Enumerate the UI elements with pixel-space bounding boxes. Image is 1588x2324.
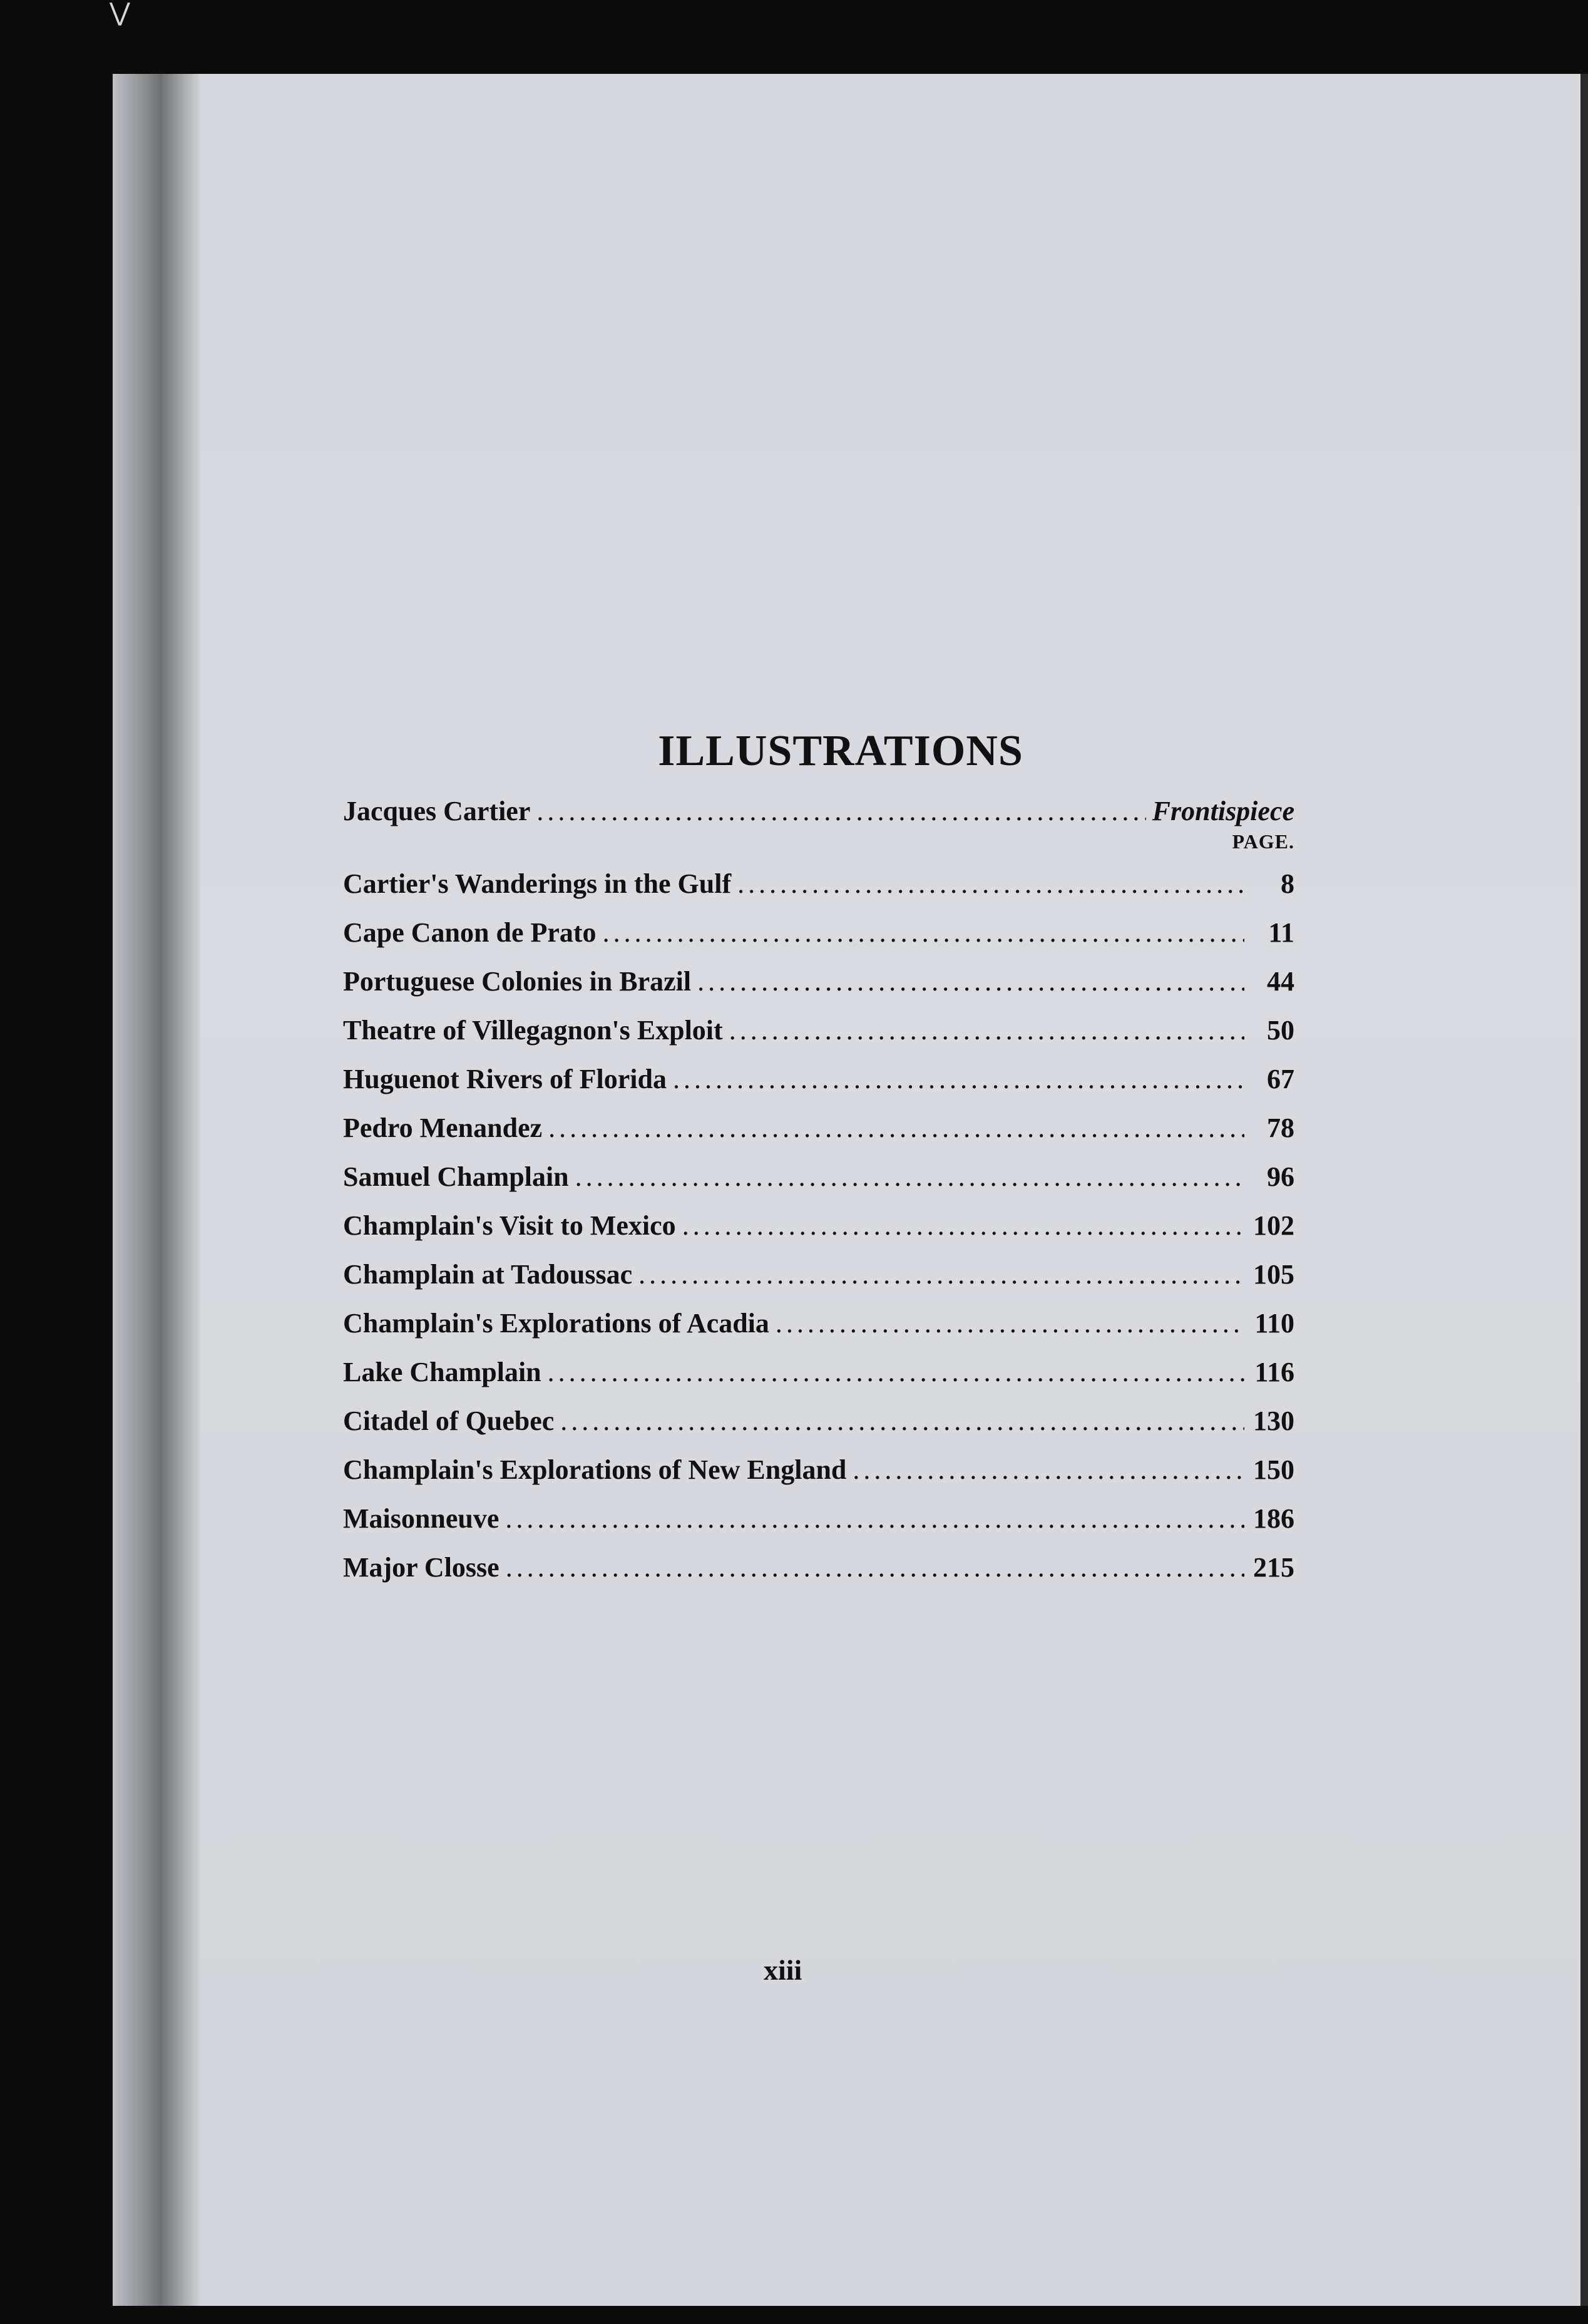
entry-title: Jacques Cartier bbox=[343, 796, 531, 826]
entry-page: 110 bbox=[1254, 1308, 1294, 1339]
dot-leader bbox=[673, 1063, 1244, 1095]
entry-page: 150 bbox=[1253, 1454, 1294, 1485]
list-item bbox=[343, 917, 1294, 965]
dot-leader bbox=[506, 1551, 1244, 1583]
entry-page: 44 bbox=[1267, 966, 1294, 997]
entry-title: Champlain at Tadoussac bbox=[343, 1259, 633, 1290]
dot-leader bbox=[638, 1258, 1244, 1290]
list-item bbox=[343, 1405, 1294, 1454]
entry-title: Samuel Champlain bbox=[343, 1161, 569, 1192]
dot-leader bbox=[697, 965, 1244, 997]
dot-leader bbox=[548, 1356, 1244, 1388]
entry-title: Major Closse bbox=[343, 1552, 499, 1583]
list-item bbox=[343, 868, 1294, 917]
frontispiece-entry bbox=[343, 795, 1294, 830]
list-item bbox=[343, 1503, 1294, 1551]
entry-page: 50 bbox=[1267, 1015, 1294, 1046]
entry-title: Theatre of Villegagnon's Exploit bbox=[343, 1015, 723, 1046]
entry-title: Champlain's Explorations of New England bbox=[343, 1454, 847, 1485]
entry-page: 215 bbox=[1253, 1552, 1294, 1583]
entry-page: 8 bbox=[1281, 868, 1294, 899]
list-item bbox=[343, 1112, 1294, 1161]
list-item bbox=[343, 1551, 1294, 1600]
dot-leader bbox=[853, 1454, 1244, 1486]
entry-page: Frontispiece bbox=[1152, 796, 1294, 826]
illustrations-list bbox=[343, 726, 1294, 1600]
entry-title: Cape Canon de Prato bbox=[343, 917, 597, 948]
entry-title: Champlain's Visit to Mexico bbox=[343, 1210, 676, 1241]
scan-corner-mark: ⋁ bbox=[110, 0, 130, 27]
entry-title: Citadel of Quebec bbox=[343, 1406, 555, 1436]
entry-title: Cartier's Wanderings in the Gulf bbox=[343, 868, 732, 899]
entry-page: 116 bbox=[1254, 1357, 1294, 1387]
list-item bbox=[343, 1307, 1294, 1356]
entry-page: 105 bbox=[1253, 1259, 1294, 1290]
dot-leader bbox=[505, 1503, 1244, 1535]
list-item bbox=[343, 1258, 1294, 1307]
entry-title: Huguenot Rivers of Florida bbox=[343, 1064, 667, 1094]
list-item bbox=[343, 1014, 1294, 1063]
entry-title: Maisonneuve bbox=[343, 1503, 499, 1534]
entry-title: Lake Champlain bbox=[343, 1357, 541, 1387]
entry-page: 67 bbox=[1267, 1064, 1294, 1094]
entry-title: Portuguese Colonies in Brazil bbox=[343, 966, 692, 997]
list-item bbox=[343, 1161, 1294, 1210]
dot-leader bbox=[737, 868, 1244, 900]
list-item bbox=[343, 1356, 1294, 1405]
dot-leader bbox=[682, 1210, 1244, 1242]
dot-leader bbox=[560, 1405, 1244, 1437]
page-number-folio: xiii bbox=[764, 1954, 802, 1986]
entry-page: 78 bbox=[1267, 1113, 1294, 1143]
dot-leader bbox=[603, 917, 1244, 949]
page-heading: ILLUSTRATIONS bbox=[658, 727, 1023, 775]
entry-page: 96 bbox=[1267, 1161, 1294, 1192]
entry-page: 130 bbox=[1253, 1406, 1294, 1436]
entry-title: Champlain's Explorations of Acadia bbox=[343, 1308, 769, 1339]
book-gutter-shadow bbox=[113, 74, 200, 2306]
dot-leader bbox=[776, 1307, 1244, 1339]
entry-page: 102 bbox=[1253, 1210, 1294, 1241]
dot-leader bbox=[729, 1014, 1244, 1046]
list-item bbox=[343, 965, 1294, 1014]
entry-page: 11 bbox=[1268, 917, 1294, 948]
entry-title: Pedro Menandez bbox=[343, 1113, 543, 1143]
dot-leader bbox=[536, 795, 1145, 827]
page-column-label: PAGE. bbox=[1232, 830, 1294, 853]
dot-leader bbox=[548, 1112, 1244, 1144]
page-edge bbox=[1580, 74, 1588, 2306]
list-item bbox=[343, 1063, 1294, 1112]
list-item bbox=[343, 1210, 1294, 1258]
entry-page: 186 bbox=[1253, 1503, 1294, 1534]
list-item bbox=[343, 1454, 1294, 1503]
dot-leader bbox=[575, 1161, 1244, 1193]
